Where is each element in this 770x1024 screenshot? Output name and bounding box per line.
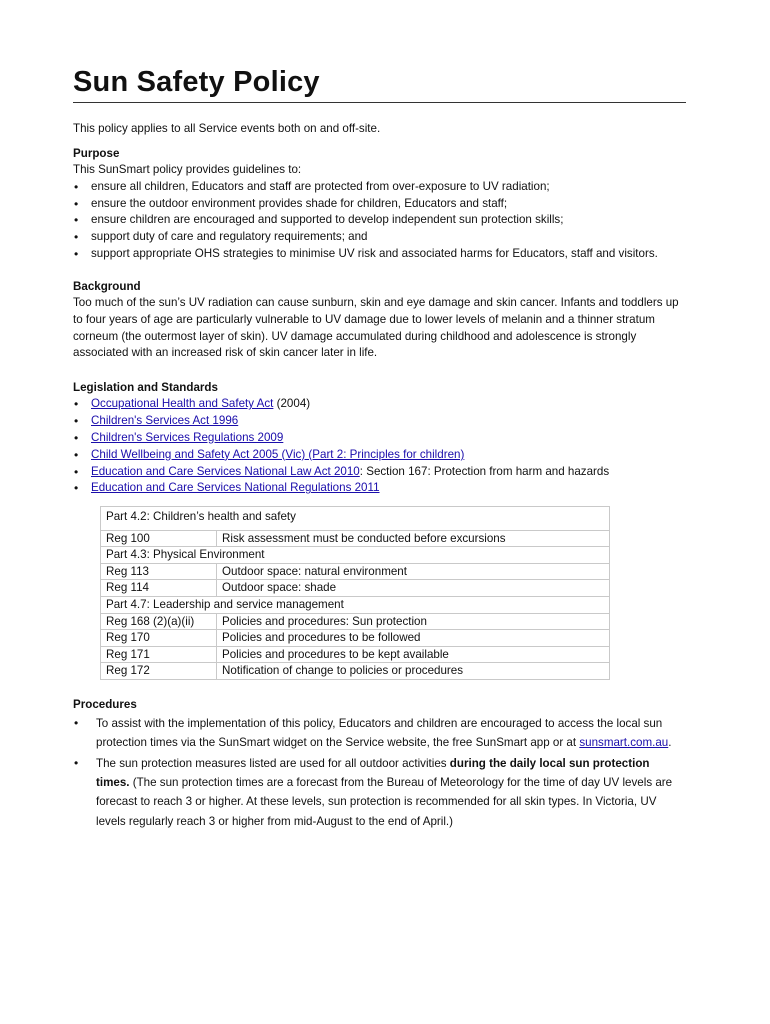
table-section-row — [101, 507, 610, 531]
reg-code-cell: Reg 168 (2)(a)(ii) — [101, 613, 217, 630]
procedure-end: . — [668, 735, 672, 749]
page-title: Sun Safety Policy — [73, 66, 686, 103]
list-item: • ensure children are encouraged and supported to develop independent sun protection skills; — [73, 212, 686, 229]
purpose-lead: This SunSmart policy provides guidelines to: — [73, 163, 302, 177]
procedures-heading: Procedures — [73, 698, 137, 712]
regulations-table — [100, 506, 610, 680]
legislation-link[interactable]: Child Wellbeing and Safety Act 2005 (Vic) (Part 2: Principles for children) — [91, 447, 465, 461]
legislation-list — [73, 396, 686, 497]
reg-desc-cell: Outdoor space: natural environment — [217, 563, 610, 580]
table-section-row — [101, 597, 610, 614]
reg-desc-cell: Outdoor space: shade — [217, 580, 610, 597]
table-row — [101, 663, 610, 680]
reg-code-cell: Reg 170 — [101, 630, 217, 647]
list-item — [73, 754, 686, 831]
reg-desc-cell: Notification of change to policies or procedures — [217, 663, 610, 680]
procedure-text: To assist with the implementation of this policy, Educators and children are encouraged to access the local sun protection times via the SunSmart widget on the Service website, the free SunSmart app or at — [96, 716, 663, 749]
reg-desc-cell: Risk assessment must be conducted before excursions — [217, 530, 610, 547]
legislation-link[interactable]: Education and Care Services National Law Act 2010 — [91, 464, 360, 478]
reg-code-cell: Reg 100 — [101, 530, 217, 547]
reg-code-cell: Reg 114 — [101, 580, 217, 597]
purpose-heading: Purpose — [73, 146, 120, 160]
table-row — [101, 646, 610, 663]
list-item: • ensure all children, Educators and staff are protected from over-exposure to UV radiation; — [73, 179, 686, 196]
list-item — [73, 396, 686, 413]
list-item — [73, 430, 686, 447]
reg-desc-cell: Policies and procedures to be kept available — [217, 646, 610, 663]
reg-code-cell: Reg 113 — [101, 563, 217, 580]
list-item — [73, 447, 686, 464]
background-heading: Background — [73, 279, 141, 293]
reg-desc-cell: Policies and procedures to be followed — [217, 630, 610, 647]
legislation-link[interactable]: Children's Services Regulations 2009 — [91, 430, 284, 444]
procedure-rest: (The sun protection times are a forecast from the Bureau of Meteorology for the time of day UV levels are forecast to reach 3 or higher. At these levels, sun protection is recommended for all skin types. In Victoria, UV levels regularly reach 3 or higher from mid-August to the end of April.) — [96, 776, 673, 828]
reg-code-cell: Reg 171 — [101, 646, 217, 663]
legislation-link[interactable]: Children's Services Act 1996 — [91, 414, 239, 428]
table-section-row — [101, 547, 610, 564]
table-row — [101, 580, 610, 597]
reg-code-cell: Reg 172 — [101, 663, 217, 680]
legislation-link[interactable]: Occupational Health and Safety Act — [91, 397, 274, 411]
section-cell: Part 4.7: Leadership and service management — [101, 597, 610, 614]
intro-text: This policy applies to all Service events both on and off-site. — [73, 122, 381, 135]
list-item — [73, 714, 686, 752]
legislation-heading: Legislation and Standards — [73, 380, 218, 394]
list-item — [73, 480, 686, 497]
reg-desc-cell: Policies and procedures: Sun protection — [217, 613, 610, 630]
background-text: Too much of the sun’s UV radiation can cause sunburn, skin and eye damage and skin cancer. Infants and toddlers up to four years of age are particularly vulnerable to UV damage due to lower levels of melanin and a thinner stratum corneum (the outermost layer of skin). UV damage accumulated during childhood and adolescence is strongly associated with an increased risk of skin cancer later in life. — [73, 296, 679, 360]
table-row — [101, 563, 610, 580]
purpose-list — [73, 179, 686, 263]
list-item: • ensure the outdoor environment provides shade for children, Educators and staff; — [73, 196, 686, 213]
list-item: • support appropriate OHS strategies to minimise UV risk and associated harms for Educators, staff and visitors. — [73, 246, 686, 263]
procedure-emphasis: during the daily local sun protection times. — [96, 757, 650, 790]
table-row — [101, 530, 610, 547]
table-row — [101, 613, 610, 630]
section-cell: Part 4.2: Children’s health and safety — [101, 507, 610, 531]
sunsmart-link[interactable]: sunsmart.com.au — [579, 735, 669, 749]
procedure-text: The sun protection measures listed are used for all outdoor activities — [96, 757, 450, 771]
legislation-suffix: (2004) — [273, 397, 311, 411]
legislation-suffix: : Section 167: Protection from harm and hazards — [359, 464, 610, 478]
legislation-link[interactable]: Education and Care Services National Regulations 2011 — [91, 481, 380, 495]
procedures-list — [73, 714, 686, 831]
table-row — [101, 630, 610, 647]
list-item: • support duty of care and regulatory requirements; and — [73, 229, 686, 246]
section-cell: Part 4.3: Physical Environment — [101, 547, 610, 564]
list-item — [73, 413, 686, 430]
list-item — [73, 464, 686, 481]
